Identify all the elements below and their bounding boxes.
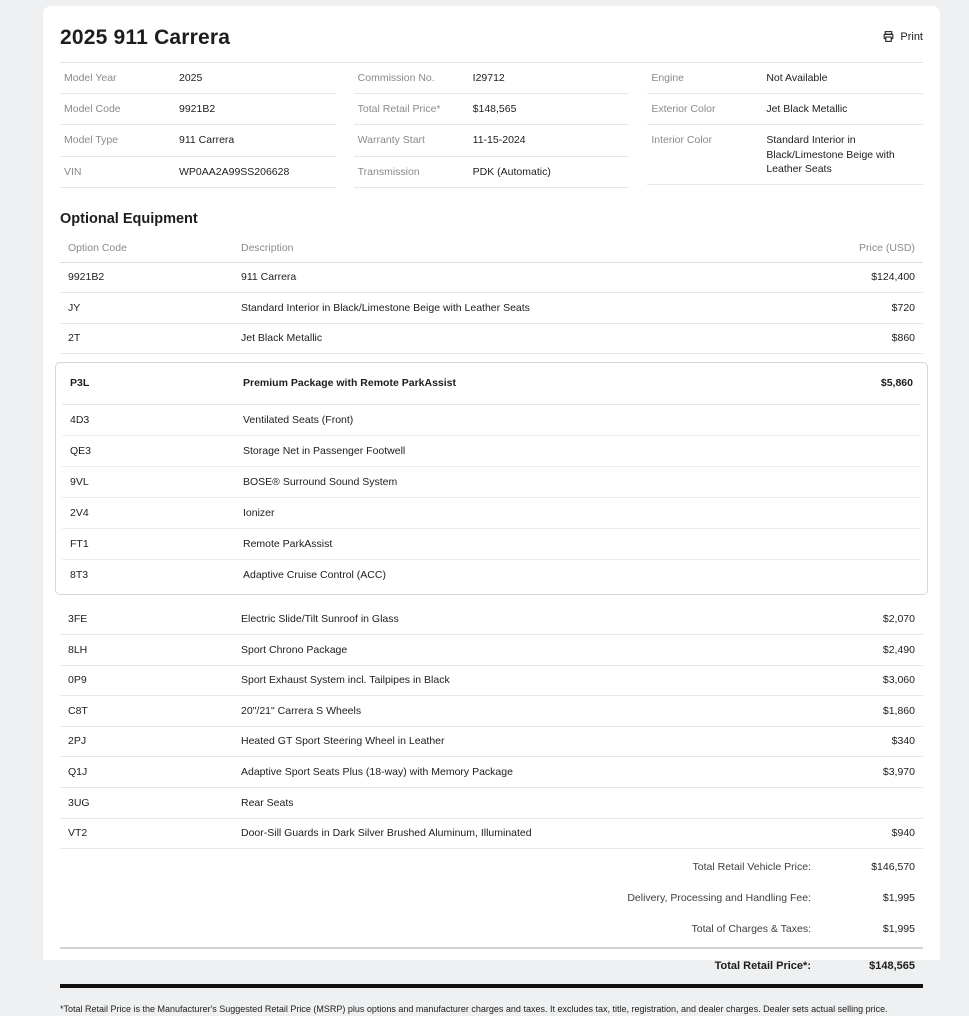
option-description: Standard Interior in Black/Limestone Beige with Leather Seats bbox=[241, 301, 530, 314]
option-description: Door-Sill Guards in Dark Silver Brushed Aluminum, Illuminated bbox=[241, 827, 532, 840]
option-description: Ventilated Seats (Front) bbox=[243, 414, 354, 427]
option-description: Sport Exhaust System incl. Tailpipes in Black bbox=[241, 674, 450, 687]
equipment-row bbox=[60, 819, 923, 850]
column-header-description: Description bbox=[241, 241, 294, 254]
info-row-model-code bbox=[60, 94, 336, 125]
option-description: Rear Seats bbox=[241, 796, 294, 809]
info-label: Warranty Start bbox=[357, 134, 425, 147]
vehicle-summary-card bbox=[43, 6, 940, 1015]
package-item-row bbox=[62, 436, 921, 467]
total-value: $146,570 bbox=[871, 860, 915, 873]
option-price: $1,860 bbox=[882, 704, 915, 717]
page-title: 2025 911 Carrera bbox=[60, 26, 231, 49]
option-code: VT2 bbox=[68, 827, 88, 840]
option-price: $720 bbox=[891, 301, 915, 314]
option-code: 9921B2 bbox=[68, 271, 105, 284]
equipment-table-header bbox=[60, 233, 923, 263]
equipment-row bbox=[60, 727, 923, 758]
option-code: 0P9 bbox=[68, 674, 87, 687]
option-code: 9VL bbox=[70, 476, 89, 489]
info-value: 11-15-2024 bbox=[472, 134, 526, 147]
total-final-line bbox=[60, 949, 923, 982]
info-value: Standard Interior in Black/Limestone Beige with Leather Seats bbox=[766, 134, 895, 175]
info-row-exterior-color bbox=[647, 94, 923, 125]
equipment-row bbox=[60, 604, 923, 635]
option-code: 2PJ bbox=[68, 735, 87, 748]
info-label: VIN bbox=[64, 165, 82, 178]
info-row-warranty-start bbox=[354, 125, 630, 156]
info-label: Transmission bbox=[357, 165, 420, 178]
info-row-total-retail-price bbox=[354, 94, 630, 125]
option-price: $940 bbox=[891, 827, 915, 840]
option-code: JY bbox=[68, 301, 81, 314]
info-label: Model Year bbox=[64, 72, 117, 84]
total-line-charges-taxes bbox=[60, 913, 923, 944]
package-item-row bbox=[62, 405, 921, 436]
equipment-row bbox=[60, 788, 923, 819]
option-description: Adaptive Sport Seats Plus (18-way) with Memory Package bbox=[241, 765, 513, 778]
option-price: $2,070 bbox=[882, 612, 915, 625]
vehicle-info-col-2 bbox=[354, 63, 630, 188]
option-description: Jet Black Metallic bbox=[241, 332, 323, 345]
info-value: Jet Black Metallic bbox=[766, 103, 848, 116]
info-row-model-type bbox=[60, 125, 336, 156]
info-label: Model Type bbox=[64, 134, 119, 147]
option-description: BOSE® Surround Sound System bbox=[243, 476, 398, 489]
column-header-price: Price (USD) bbox=[858, 241, 915, 254]
info-label: Commission No. bbox=[357, 72, 435, 84]
equipment-row bbox=[60, 263, 923, 294]
page-header bbox=[60, 6, 923, 63]
info-value: $148,565 bbox=[472, 103, 517, 116]
equipment-row bbox=[60, 324, 923, 355]
total-label: Total of Charges & Taxes: bbox=[691, 922, 811, 935]
total-final-value: $148,565 bbox=[869, 960, 915, 973]
total-label: Total Retail Vehicle Price: bbox=[692, 860, 811, 873]
option-price: $2,490 bbox=[882, 643, 915, 656]
option-price: $340 bbox=[891, 735, 915, 748]
option-code: 3FE bbox=[68, 612, 88, 625]
total-value: $1,995 bbox=[882, 922, 915, 935]
info-label: Total Retail Price* bbox=[357, 103, 441, 116]
option-price: $124,400 bbox=[871, 271, 915, 284]
option-code: QE3 bbox=[70, 445, 92, 458]
option-description: 911 Carrera bbox=[241, 271, 297, 284]
option-description: 20"/21" Carrera S Wheels bbox=[241, 704, 362, 717]
option-description: Ionizer bbox=[243, 507, 275, 520]
info-label: Interior Color bbox=[651, 134, 713, 147]
option-description: Storage Net in Passenger Footwell bbox=[243, 445, 406, 458]
print-button[interactable] bbox=[882, 30, 923, 43]
option-code: FT1 bbox=[70, 538, 89, 551]
option-description: Sport Chrono Package bbox=[241, 643, 348, 656]
info-label: Engine bbox=[651, 72, 685, 84]
option-code: 3UG bbox=[68, 796, 90, 809]
total-line-delivery-fee bbox=[60, 882, 923, 913]
option-description: Remote ParkAssist bbox=[243, 538, 333, 551]
printer-icon bbox=[882, 30, 895, 43]
info-label: Exterior Color bbox=[651, 103, 716, 116]
total-line-vehicle-price bbox=[60, 851, 923, 882]
option-code: 8LH bbox=[68, 643, 88, 656]
optional-equipment-heading: Optional Equipment bbox=[60, 210, 198, 227]
package-header-row bbox=[62, 363, 921, 405]
package-item-row bbox=[62, 529, 921, 560]
vehicle-info-grid bbox=[60, 63, 923, 188]
option-description: Premium Package with Remote ParkAssist bbox=[243, 377, 457, 390]
info-label: Model Code bbox=[64, 103, 121, 116]
equipment-row bbox=[60, 293, 923, 324]
package-item-row bbox=[62, 560, 921, 594]
option-code: C8T bbox=[68, 704, 88, 717]
info-value: 9921B2 bbox=[179, 103, 216, 116]
info-value: I29712 bbox=[472, 72, 505, 84]
equipment-row bbox=[60, 696, 923, 727]
option-description: Adaptive Cruise Control (ACC) bbox=[243, 569, 386, 582]
column-header-option-code: Option Code bbox=[68, 241, 127, 254]
option-price: $3,970 bbox=[882, 765, 915, 778]
option-description: Electric Slide/Tilt Sunroof in Glass bbox=[241, 612, 399, 625]
total-value: $1,995 bbox=[882, 891, 915, 904]
info-row-vin bbox=[60, 157, 336, 188]
info-value: 911 Carrera bbox=[179, 134, 235, 147]
equipment-row bbox=[60, 666, 923, 697]
info-value: PDK (Automatic) bbox=[472, 165, 551, 178]
package-group-box bbox=[55, 362, 928, 595]
total-label: Delivery, Processing and Handling Fee: bbox=[627, 891, 811, 904]
option-code: 2T bbox=[68, 332, 81, 345]
info-row-transmission bbox=[354, 157, 630, 188]
option-code: Q1J bbox=[68, 765, 88, 778]
option-price: $5,860 bbox=[880, 377, 913, 390]
price-footnote: *Total Retail Price is the Manufacturer's Suggested Retail Price (MSRP) plus options and manufacturer charges and taxes. It excludes tax, title, registration, and dealer charges. Dealer sets actual selling price. bbox=[60, 1004, 888, 1015]
option-price: $860 bbox=[891, 332, 915, 345]
info-row-interior-color bbox=[647, 125, 923, 185]
vehicle-info-col-3 bbox=[647, 63, 923, 188]
option-code: 8T3 bbox=[70, 569, 89, 582]
option-code: 2V4 bbox=[70, 507, 89, 520]
print-button-label: Print bbox=[900, 30, 923, 43]
info-row-commission-no bbox=[354, 63, 630, 94]
info-row-engine bbox=[647, 63, 923, 94]
totals-section bbox=[60, 851, 923, 988]
info-value: WP0AA2A99SS206628 bbox=[179, 165, 290, 178]
option-code: P3L bbox=[70, 377, 90, 390]
vehicle-info-col-1 bbox=[60, 63, 336, 188]
option-price: $3,060 bbox=[882, 674, 915, 687]
package-item-row bbox=[62, 467, 921, 498]
bottom-rule bbox=[60, 984, 923, 988]
info-value: 2025 bbox=[179, 72, 203, 84]
info-value: Not Available bbox=[766, 72, 828, 84]
option-description: Heated GT Sport Steering Wheel in Leather bbox=[241, 735, 445, 748]
equipment-row bbox=[60, 635, 923, 666]
total-final-label: Total Retail Price*: bbox=[714, 960, 811, 973]
option-code: 4D3 bbox=[70, 414, 90, 427]
equipment-row bbox=[60, 757, 923, 788]
info-row-model-year bbox=[60, 63, 336, 94]
package-item-row bbox=[62, 498, 921, 529]
